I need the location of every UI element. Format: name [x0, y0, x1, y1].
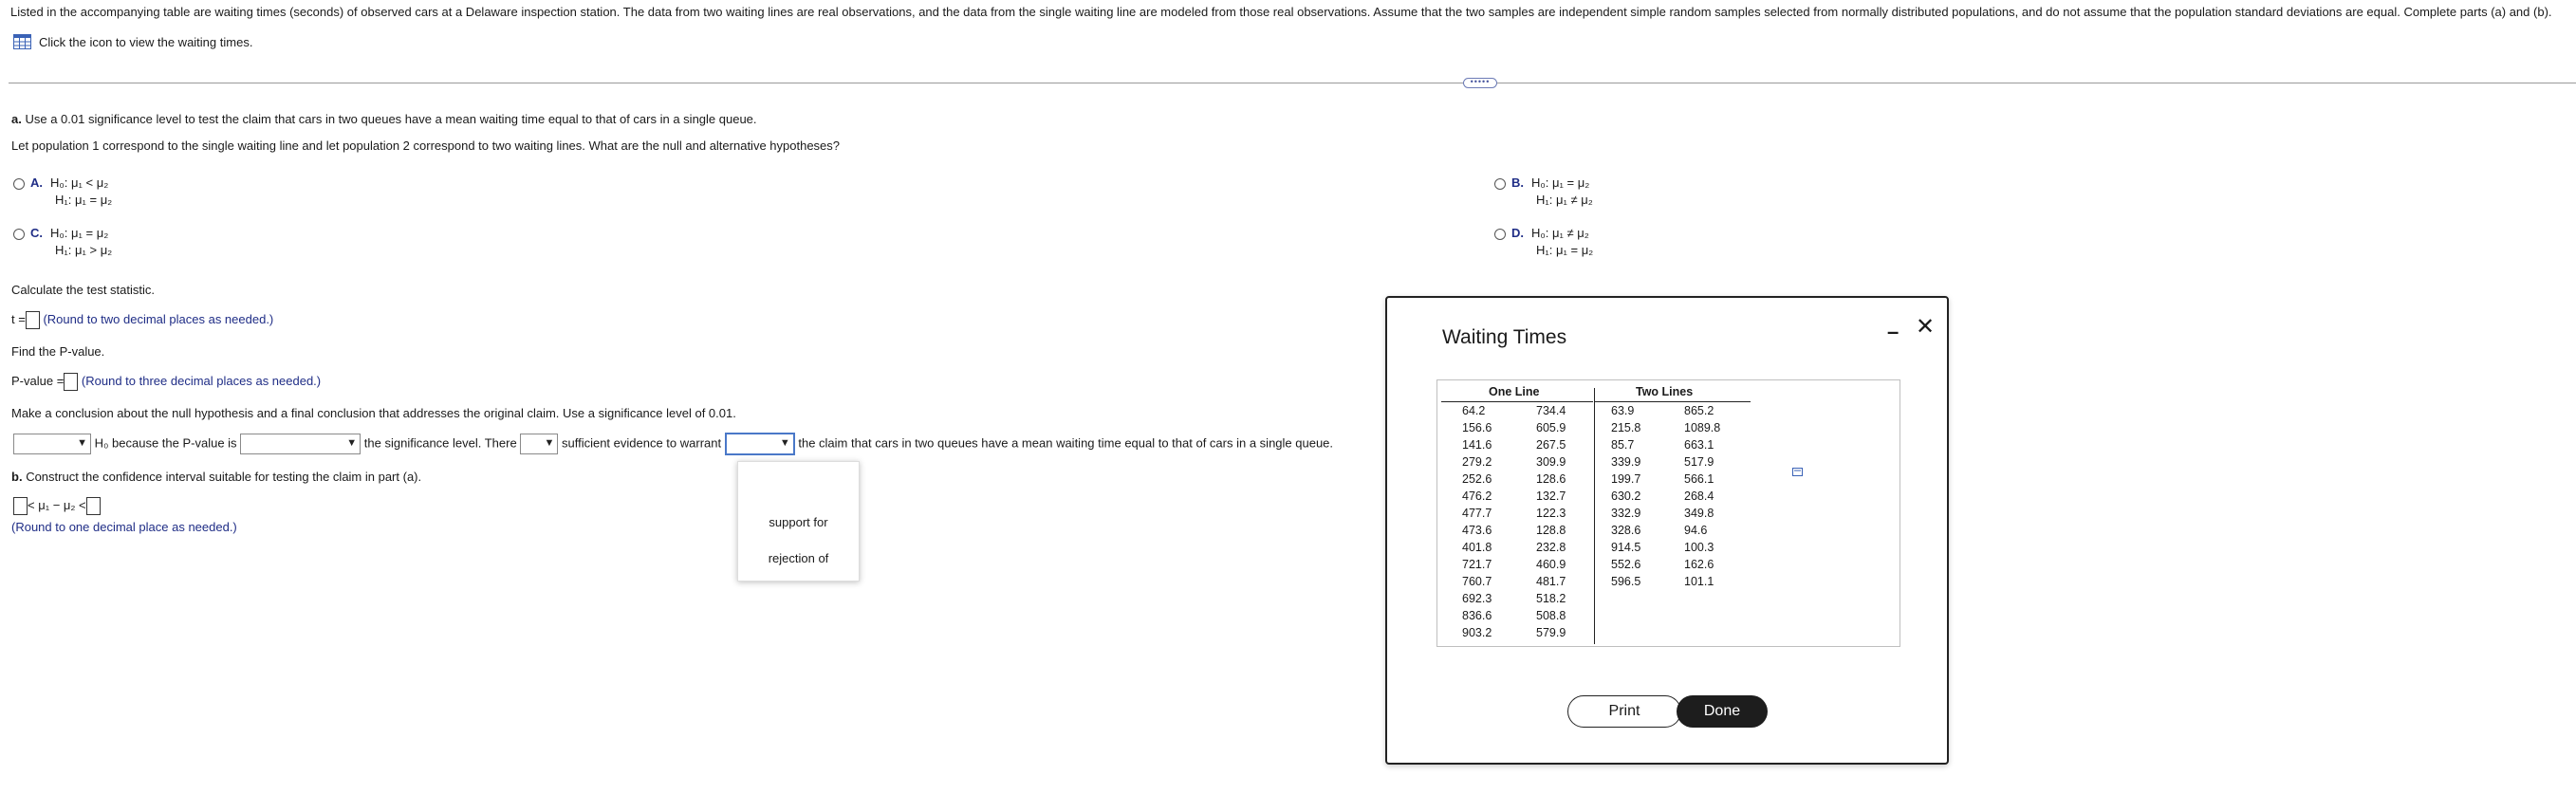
- col-two-lines-a: [1611, 402, 1640, 590]
- table-cell: 339.9: [1611, 455, 1641, 469]
- table-cell: 215.8: [1611, 421, 1641, 434]
- h0-text: H₀ because the P-value is: [94, 435, 237, 451]
- test-stat-prompt: Calculate the test statistic.: [11, 283, 156, 297]
- menu-item-support[interactable]: support for: [769, 515, 828, 529]
- table-cell: 836.6: [1462, 609, 1492, 622]
- table-cell: 268.4: [1684, 489, 1714, 503]
- option-a-h0: H₀: μ₁ < μ₂: [50, 175, 109, 190]
- interval-row: [13, 497, 101, 515]
- option-b-h1: H₁: μ₁ ≠ μ₂: [1536, 193, 1593, 207]
- pvalue-label: P-value =: [11, 373, 65, 388]
- table-cell: 332.9: [1611, 507, 1641, 520]
- table-cell: 518.2: [1536, 592, 1566, 605]
- chevron-down-icon: ▼: [346, 437, 358, 449]
- chevron-down-icon: ▼: [544, 437, 555, 449]
- table-cell: 349.8: [1684, 507, 1714, 520]
- col-two-lines-b: [1684, 402, 1720, 590]
- column-divider: [1594, 388, 1595, 644]
- copy-icon[interactable]: [1792, 468, 1804, 477]
- pvalue-prompt: Find the P-value.: [11, 344, 105, 359]
- table-cell: 64.2: [1462, 404, 1486, 417]
- table-cell: 579.9: [1536, 626, 1566, 639]
- print-button[interactable]: Print: [1567, 695, 1681, 728]
- table-cell: 760.7: [1462, 575, 1492, 588]
- table-cell: 692.3: [1462, 592, 1492, 605]
- t-row: [11, 311, 273, 329]
- t-hint: (Round to two decimal places as needed.): [43, 311, 274, 326]
- option-c-letter: C.: [30, 226, 43, 240]
- option-d-h1: H₁: μ₁ = μ₂: [1536, 243, 1594, 257]
- table-cell: 630.2: [1611, 489, 1641, 503]
- chevron-down-icon: ▼: [77, 437, 87, 449]
- radio-a[interactable]: [13, 178, 25, 190]
- reject-dropdown[interactable]: [13, 434, 91, 454]
- sig-text: the significance level. There: [363, 435, 517, 451]
- col-one-line-a: [1462, 402, 1492, 641]
- lower-bound-input[interactable]: [13, 497, 28, 515]
- table-cell: 141.6: [1462, 438, 1492, 452]
- table-cell: 721.7: [1462, 558, 1492, 571]
- interval-middle: < μ₁ − μ₂ <: [28, 497, 86, 512]
- view-link-label[interactable]: Click the icon to view the waiting times.: [39, 34, 253, 49]
- table-cell: 94.6: [1684, 524, 1708, 537]
- table-cell: 162.6: [1684, 558, 1714, 571]
- option-b-h0: H₀: μ₁ = μ₂: [1531, 175, 1590, 190]
- intro-text: Listed in the accompanying table are waiting times (seconds) of observed cars at a Delaware inspection station. The data from two waiting lines are real observations, and the data from the single waiting line are modeled from those real observations. Assume that the two samples are independent simple random samples selected from normally distributed populations, and do not assume that the population standard deviations are equal. Complete parts (a) and (b).: [10, 5, 2552, 19]
- table-cell: 232.8: [1536, 541, 1566, 554]
- option-a-h1: H₁: μ₁ = μ₂: [55, 193, 113, 207]
- table-cell: 101.1: [1684, 575, 1714, 588]
- table-cell: 460.9: [1536, 558, 1566, 571]
- table-cell: 734.4: [1536, 404, 1566, 417]
- option-a-letter: A.: [30, 175, 43, 190]
- table-cell: 309.9: [1536, 455, 1566, 469]
- table-cell: 401.8: [1462, 541, 1492, 554]
- table-cell: 1089.8: [1684, 421, 1721, 434]
- conclusion-prompt: Make a conclusion about the null hypothesis and a final conclusion that addresses the original claim. Use a significance level of 0.01.: [11, 406, 736, 420]
- table-cell: 132.7: [1536, 489, 1566, 503]
- table-cell: 473.6: [1462, 524, 1492, 537]
- evidence-dropdown[interactable]: [520, 434, 558, 454]
- table-cell: 267.5: [1536, 438, 1566, 452]
- claim-text: the claim that cars in two queues have a mean waiting time equal to that of cars in a single queue.: [798, 435, 1334, 451]
- table-cell: 865.2: [1684, 404, 1714, 417]
- conclusion-sentence: [13, 433, 1333, 455]
- option-d-letter: D.: [1511, 226, 1524, 240]
- interval-hint: (Round to one decimal place as needed.): [11, 520, 237, 534]
- table-cell: 122.3: [1536, 507, 1566, 520]
- table-cell: 85.7: [1611, 438, 1635, 452]
- option-c[interactable]: [13, 226, 112, 257]
- table-cell: 128.6: [1536, 472, 1566, 486]
- part-a-prompt: [11, 112, 757, 126]
- header-two-lines: Two Lines: [1636, 385, 1694, 398]
- part-a-label: a.: [11, 112, 22, 126]
- option-b[interactable]: [1494, 175, 1593, 207]
- option-b-letter: B.: [1511, 175, 1524, 190]
- part-a-text: Use a 0.01 significance level to test the claim that cars in two queues have a mean waiting time equal to that of cars in a single queue.: [25, 112, 757, 126]
- waiting-times-dialog: [1385, 296, 1949, 765]
- view-data-link[interactable]: [13, 34, 252, 49]
- table-cell: 128.8: [1536, 524, 1566, 537]
- table-cell: 156.6: [1462, 421, 1492, 434]
- t-input[interactable]: [26, 311, 40, 329]
- t-label: t =: [11, 311, 26, 326]
- option-a[interactable]: [13, 175, 112, 207]
- option-c-h0: H₀: μ₁ = μ₂: [50, 226, 109, 240]
- option-d-h0: H₀: μ₁ ≠ μ₂: [1531, 226, 1589, 240]
- radio-d[interactable]: [1494, 229, 1506, 240]
- option-c-h1: H₁: μ₁ > μ₂: [55, 243, 113, 257]
- suff-text: sufficient evidence to warrant: [561, 435, 722, 451]
- col-one-line-b: [1536, 402, 1566, 641]
- part-b-prompt: [11, 470, 421, 484]
- table-cell: 566.1: [1684, 472, 1714, 486]
- table-cell: 552.6: [1611, 558, 1641, 571]
- warrant-dropdown[interactable]: [725, 433, 795, 455]
- part-b-text: Construct the confidence interval suitable for testing the claim in part (a).: [26, 470, 422, 484]
- table-cell: 252.6: [1462, 472, 1492, 486]
- data-table: [1436, 379, 1900, 647]
- table-cell: 596.5: [1611, 575, 1641, 588]
- done-button[interactable]: Done: [1677, 695, 1768, 728]
- minimize-icon[interactable]: –: [1887, 320, 1900, 343]
- table-cell: 903.2: [1462, 626, 1492, 639]
- table-cell: 481.7: [1536, 575, 1566, 588]
- warrant-dropdown-menu: [737, 461, 860, 582]
- expand-pill[interactable]: •••••: [1463, 78, 1497, 88]
- table-icon[interactable]: [13, 34, 31, 49]
- radio-b[interactable]: [1494, 178, 1506, 190]
- radio-c[interactable]: [13, 229, 25, 240]
- pvalue-row: [11, 373, 321, 391]
- table-cell: 663.1: [1684, 438, 1714, 452]
- close-icon[interactable]: ✕: [1916, 314, 1936, 340]
- table-cell: 63.9: [1611, 404, 1635, 417]
- hypotheses-setup: Let population 1 correspond to the single waiting line and let population 2 correspond to two waiting lines. What are the null and alternative hypotheses?: [11, 138, 841, 153]
- comparison-dropdown[interactable]: [240, 434, 361, 454]
- table-cell: 279.2: [1462, 455, 1492, 469]
- table-cell: 508.8: [1536, 609, 1566, 622]
- upper-bound-input[interactable]: [86, 497, 101, 515]
- table-cell: 199.7: [1611, 472, 1641, 486]
- header-one-line: One Line: [1489, 385, 1540, 398]
- table-cell: 914.5: [1611, 541, 1641, 554]
- table-cell: 100.3: [1684, 541, 1714, 554]
- chevron-down-icon: ▼: [779, 437, 790, 449]
- table-cell: 328.6: [1611, 524, 1641, 537]
- table-cell: 477.7: [1462, 507, 1492, 520]
- part-b-label: b.: [11, 470, 23, 484]
- table-cell: 476.2: [1462, 489, 1492, 503]
- table-cell: 605.9: [1536, 421, 1566, 434]
- table-cell: 517.9: [1684, 455, 1714, 469]
- dialog-title: Waiting Times: [1442, 326, 1567, 348]
- pvalue-input[interactable]: [64, 373, 78, 391]
- option-d[interactable]: [1494, 226, 1593, 257]
- pvalue-hint: (Round to three decimal places as needed.): [81, 373, 322, 388]
- menu-item-rejection[interactable]: rejection of: [768, 551, 829, 565]
